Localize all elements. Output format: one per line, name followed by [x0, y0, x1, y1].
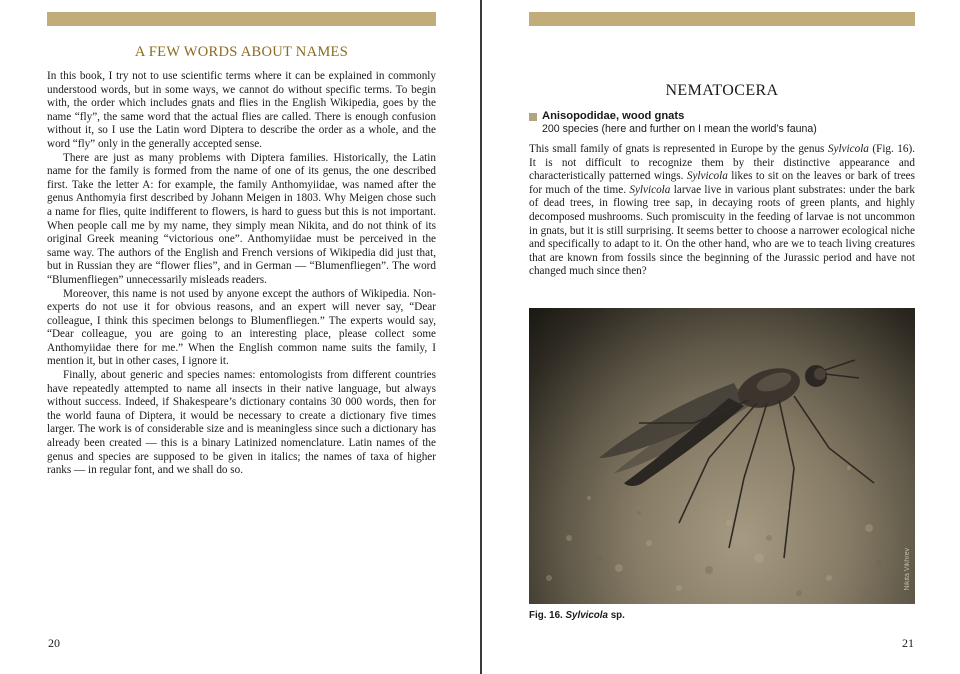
gnat-photo: [529, 308, 915, 604]
book-spine: [480, 0, 482, 674]
text-run: likes to sit on the leaves or bark of trees for much of the time.: [529, 170, 915, 196]
photo-credit: Nikita Vikhrev: [904, 548, 911, 591]
family-name: Anisopodidae, wood gnats: [542, 110, 685, 122]
paragraph: [529, 143, 915, 279]
page-number-right: 21: [902, 636, 914, 650]
gnat-illustration: [529, 308, 915, 604]
text-run: (Fig. 16). It is not difficult to recognize them by their distinctive appearance and characteristically patterned wings.: [529, 143, 916, 183]
paragraph: Moreover, this name is not used by anyone except the authors of Wikipedia. Non-experts do not use it for obvious reasons, and an expert will never say, “Dear colleague, I think this specimen belongs to Blumenfliegen.” The experts would say, “Dear colleague, you are going to an interesting place, please collect some Anthomyiidae there for me.” When the English common name suits the family, I mention it, but in other cases, I ignore it.: [47, 287, 436, 368]
chapter-title: A FEW WORDS ABOUT NAMES: [134, 44, 349, 60]
caption-genus: Sylvicola: [565, 610, 608, 621]
species-count: 200 species (here and further on I mean the world’s fauna): [542, 123, 817, 135]
right-page: [483, 0, 960, 674]
figure-caption: [529, 610, 625, 621]
right-body-text: [529, 143, 915, 279]
text-run: This small family of gnats is represented in Europe by the genus: [529, 143, 828, 155]
family-heading: [529, 110, 915, 123]
text-run: larvae live in various plant substrates: under the bark of dead trees, in flowing tree sap, in decaying roots of green plants, and highly decomposed mushrooms. Such promiscuity in the feeding of larvae is not uncommon in gnats, but it is still surprising. It seems better to choose a narrower ecological niche and specifically to adapt to it. On the other hand, who are we to teach living creatures that are known from fossils since the beginning of the Jurassic period and have not changed much since then?: [529, 183, 915, 278]
paragraph: Finally, about generic and species names: entomologists from different countries have repeatedly attempted to name all insects in their native language, but always without success. Indeed, if Shakespeare’s dictionary contains 30 000 words, then for the world fauna of Diptera, it would be necessary to create a dictionary five times larger. The work is of considerable size and is meaningless since such a dictionary has already been created — this is a binary Latinized nomenclature. Latin names of the genus and species are supposed to be given in italics; the names of taxa of higher ranks — in regular font, and we shall do so.: [47, 369, 436, 477]
paragraph: There are just as many problems with Diptera families. Historically, the Latin name for the family is formed from the name of one of its genus, the one described first. Take the letter A: for example, the family Anthomyiidae, was named after the genus Anthomyia first described by Johann Meigen in 1803. Why Meigen chose such a name for flies, quite indifferent to flowers, is hard to guess but this is not important. When people call me by my name, they simply mean Nikita, and do not think of its original Greek meaning “victorious one”. Anthomyiidae must be perceived in the same way. The authors of the English and French versions of Wikipedia did just that, but in Russian they are “flower flies”, and in German — “Blumenfliegen”. The word “Blumenfliegen” unnecessarily misleads readers.: [47, 151, 436, 286]
genus-name: Sylvicola: [827, 143, 869, 155]
square-bullet-icon: [529, 113, 537, 121]
caption-prefix: Fig. 16.: [529, 610, 566, 621]
family-entry: [529, 110, 915, 136]
genus-name: Sylvicola: [629, 183, 671, 196]
left-body-text: [47, 70, 436, 478]
header-band: [529, 12, 915, 26]
page-number-left: 20: [48, 636, 60, 650]
caption-suffix: sp.: [607, 610, 625, 621]
section-title: NEMATOCERA: [665, 82, 779, 99]
header-band: [47, 12, 436, 26]
paragraph: In this book, I try not to use scientific terms where it can be explained in commonly understood words, but in some ways, we cannot do without specific terms. To begin with, the order which includes gnats and flies in the English Wikipedia, goes by the name “fly”, the same word that the actual flies are called. There is enough confusion without it, so I use the Latin word Diptera to describe the order as a whole, and the word “fly” only in the generally accepted sense.: [47, 70, 436, 150]
genus-name: Sylvicola: [686, 170, 728, 183]
